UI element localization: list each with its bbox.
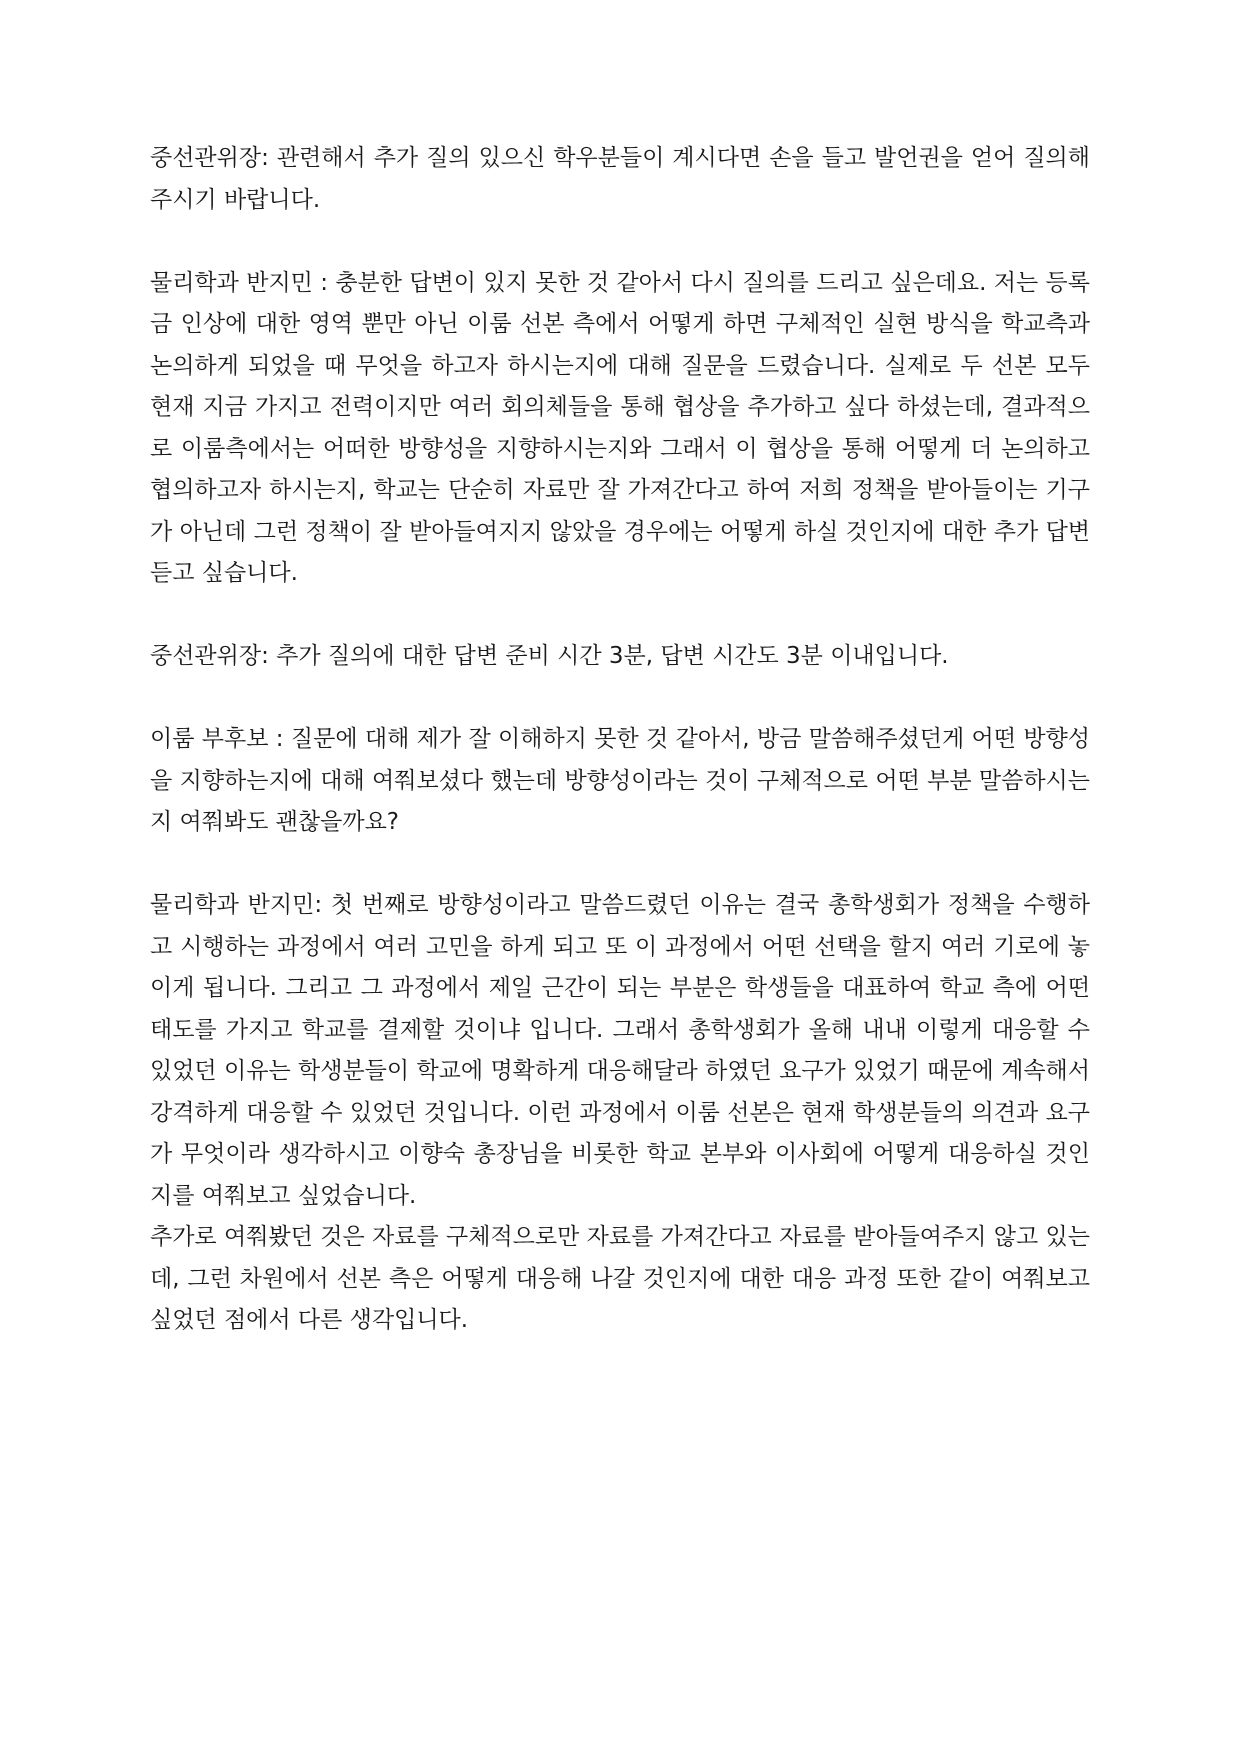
paragraph-questioner-first: 물리학과 반지민 : 충분한 답변이 있지 못한 것 같아서 다시 질의를 드리고 싶은데요. 저는 등록금 인상에 대한 영역 뿐만 아닌 이룸 선본 측에서 어떻게 하면 구체적인 실현 방식을 학교측과 논의하게 되었을 때 무엇을 하고자 하시는지에 대해 질문을 드렸습니다. 실제로 두 선본 모두 현재 지금 가지고 전력이지만 여러 회의체들을 통해 협상을 추가하고 싶다 하셨는데, 결과적으로 이룸측에서는 어떠한 방향성을 지향하시는지와 그래서 이 협상을 통해 어떻게 더 논의하고 협의하고자 하시는지, 학교는 단순히 자료만 잘 가져간다고 하여 저희 정책을 받아들이는 기구가 아닌데 그런 정책이 잘 받아들여지지 않았을 경우에는 어떻게 하실 것인지에 대한 추가 답변 듣고 싶습니다. [150, 269, 1090, 586]
paragraph-candidate-reply: 이룸 부후보 : 질문에 대해 제가 잘 이해하지 못한 것 같아서, 방금 말씀해주셨던게 어떤 방향성을 지향하는지에 대해 여쭤보셨다 했는데 방향성이라는 것이 구체적으로 어떤 부분 말씀하시는지 여쭤봐도 괜찮을까요? [150, 726, 1090, 835]
paragraph-gap [150, 678, 1090, 720]
paragraph-questioner-second: 물리학과 반지민: 첫 번째로 방향성이라고 말씀드렸던 이유는 결국 총학생회가 정책을 수행하고 시행하는 과정에서 여러 고민을 하게 되고 또 이 과정에서 어떤 선택을 할지 여러 기로에 놓이게 됩니다. 그리고 그 과정에서 제일 근간이 되는 부분은 학생들을 대표하여 학교 측에 어떤 태도를 가지고 학교를 결제할 것이냐 입니다. 그래서 총학생회가 올해 내내 이렇게 대응할 수 있었던 이유는 학생분들이 학교에 명확하게 대응해달라 하였던 요구가 있었기 때문에 계속해서 강격하게 대응할 수 있었던 것입니다. 이런 과정에서 이룸 선본은 현재 학생분들의 의견과 요구가 무엇이라 생각하시고 이향숙 총장님을 비롯한 학교 본부와 이사회에 어떻게 대응하실 것인지를 여쭤보고 싶었습니다. [150, 892, 1090, 1209]
paragraph-chair-time: 중선관위장: 추가 질의에 대한 답변 준비 시간 3분, 답변 시간도 3분 이내입니다. [150, 643, 949, 669]
paragraph-gap [150, 221, 1090, 263]
document-body [150, 138, 1090, 1342]
paragraph-chair-opening: 중선관위장: 관련해서 추가 질의 있으신 학우분들이 계시다면 손을 들고 발언권을 얻어 질의해 주시기 바랍니다. [150, 145, 1090, 213]
paragraph-questioner-additional: 추가로 여쭤봤던 것은 자료를 구체적으로만 자료를 가져간다고 자료를 받아들여주지 않고 있는데, 그런 차원에서 선본 측은 어떻게 대응해 나갈 것인지에 대한 대응 과정 또한 같이 여쭤보고 싶었던 점에서 다른 생각입니다. [150, 1224, 1090, 1333]
paragraph-gap [150, 595, 1090, 637]
paragraph-gap [150, 844, 1090, 886]
